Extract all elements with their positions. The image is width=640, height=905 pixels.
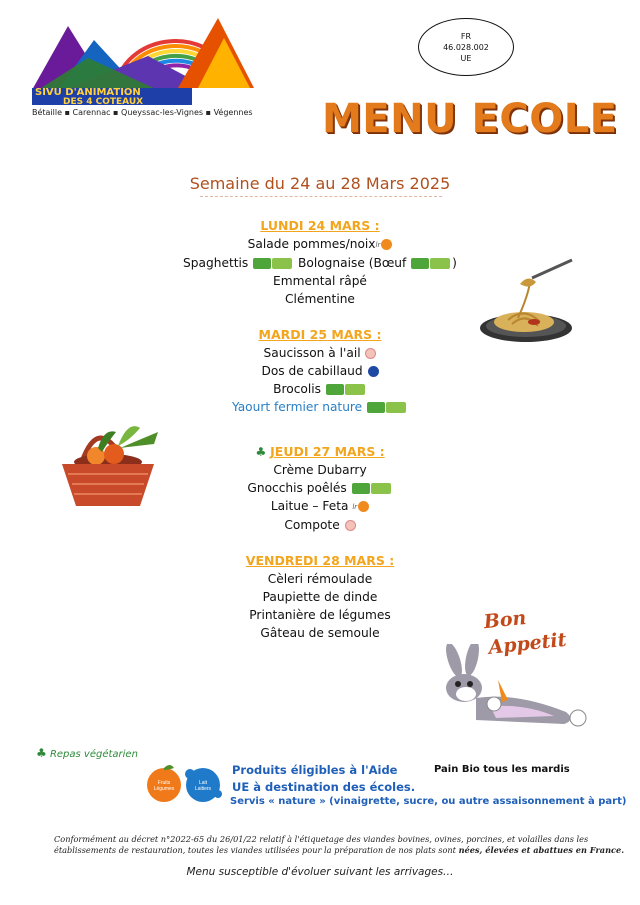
dish: Cèleri rémoulade [267, 572, 373, 586]
aide-line-1: Produits éligibles à l'Aide [232, 763, 398, 777]
day-label: VENDREDI 28 MARS : [245, 553, 395, 568]
vegetarian-legend [36, 746, 138, 760]
ab-bio-icon [352, 483, 370, 494]
divider [200, 196, 442, 197]
dish: Brocolis [273, 382, 321, 396]
eu-organic-icon [386, 402, 406, 413]
aop-icon [358, 501, 369, 512]
decree-bold: nées, élevées et abattues en France. [458, 845, 625, 855]
stamp-country: FR [460, 31, 472, 41]
label-origin-icon [381, 239, 392, 250]
origin-icon [345, 520, 356, 531]
bon-line: Bon [482, 606, 528, 634]
dish-suffix: ) [452, 255, 457, 270]
logo-organization [32, 88, 192, 105]
logo-communes: Bétaille ▪ Carennac ▪ Queyssac-les-Vignes ▪ Végennes [32, 108, 253, 117]
label-rouge-icon: lr [375, 240, 381, 249]
dish: Emmental râpé [273, 273, 367, 288]
svg-text:Légumes: Légumes [153, 786, 175, 792]
vegetarian-icon: ♣ [36, 746, 47, 760]
week-range: Semaine du 24 au 28 Mars 2025 [189, 174, 451, 193]
org-name-2: DES 4 COTEAUX [63, 96, 144, 107]
dish: Laitue – Feta [270, 499, 349, 513]
dish: Bolognaise (Bœuf [298, 255, 407, 270]
vegetarian-icon: ♣ [255, 445, 267, 459]
decree-body: Conformément au décret n°2022-65 du 26/01/22 relatif à l'étiquetage des viandes bovines, ovines, porcines, et volailles dans les établissements de restauration, toutes les viandes utilisées pour la préparation de nos plats sont [54, 834, 589, 855]
decree-text [54, 834, 626, 856]
day-label: MARDI 25 MARS : [258, 327, 382, 342]
dish: Compote [284, 517, 340, 532]
stamp-number: 46.028.002 [443, 42, 489, 52]
msc-fish-icon [368, 366, 379, 377]
vegetarian-text: Repas végétarien [49, 749, 138, 760]
svg-text:Laitiers: Laitiers [194, 786, 212, 792]
rabbit-cartoon-icon [436, 644, 594, 730]
page-title: MENU ECOLE [322, 96, 618, 142]
ab-bio-icon [411, 258, 429, 269]
dish: Gnocchis poêlés [247, 481, 347, 495]
eu-organic-icon [272, 258, 292, 269]
dish: Clémentine [285, 291, 355, 306]
dish: Printanière de légumes [249, 608, 391, 622]
org-name-1: SIVU D'ANIMATION [35, 87, 141, 98]
day-label: JEUDI 27 MARS : [270, 444, 385, 459]
ab-bio-icon [253, 258, 271, 269]
day-label: LUNDI 24 MARS : [260, 218, 380, 233]
stamp-ue: UE [460, 53, 472, 63]
dish: Dos de cabillaud [261, 364, 363, 378]
vegetable-basket-icon [58, 418, 164, 510]
dish: Saucisson à l'ail [263, 346, 361, 360]
aide-line-2: UE à destination des écoles. [232, 780, 416, 794]
health-stamp [418, 18, 514, 76]
dish: Salade pommes/noix [247, 237, 376, 251]
ab-bio-icon [367, 402, 385, 413]
pain-bio-note: Pain Bio tous les mardis [434, 764, 570, 775]
dish: Spaghettis [183, 255, 249, 270]
svg-text:Fruits: Fruits [157, 780, 171, 786]
milk-products-logo-icon [182, 764, 224, 804]
pork-origin-icon [365, 348, 376, 359]
ab-bio-icon [326, 384, 344, 395]
svg-text:Lait: Lait [198, 780, 208, 786]
spaghetti-plate-icon [478, 256, 578, 346]
dish: Crème Dubarry [273, 463, 367, 477]
fruits-vegetables-logo-icon [144, 764, 184, 804]
eu-organic-icon [430, 258, 450, 269]
eu-organic-icon [371, 483, 391, 494]
dish-eligible: Yaourt fermier nature [231, 400, 363, 414]
dish: Paupiette de dinde [262, 590, 378, 604]
aide-line-3: Servis « nature » (vinaigrette, sucre, ou autre assaisonnement à part) [230, 796, 627, 807]
eu-organic-icon [345, 384, 365, 395]
dish: Gâteau de semoule [260, 626, 380, 640]
footer-note: Menu susceptible d'évoluer suivant les arrivages… [186, 866, 454, 878]
label-rouge-icon: lr [352, 502, 358, 511]
appetit-line: Appetit [487, 628, 568, 659]
